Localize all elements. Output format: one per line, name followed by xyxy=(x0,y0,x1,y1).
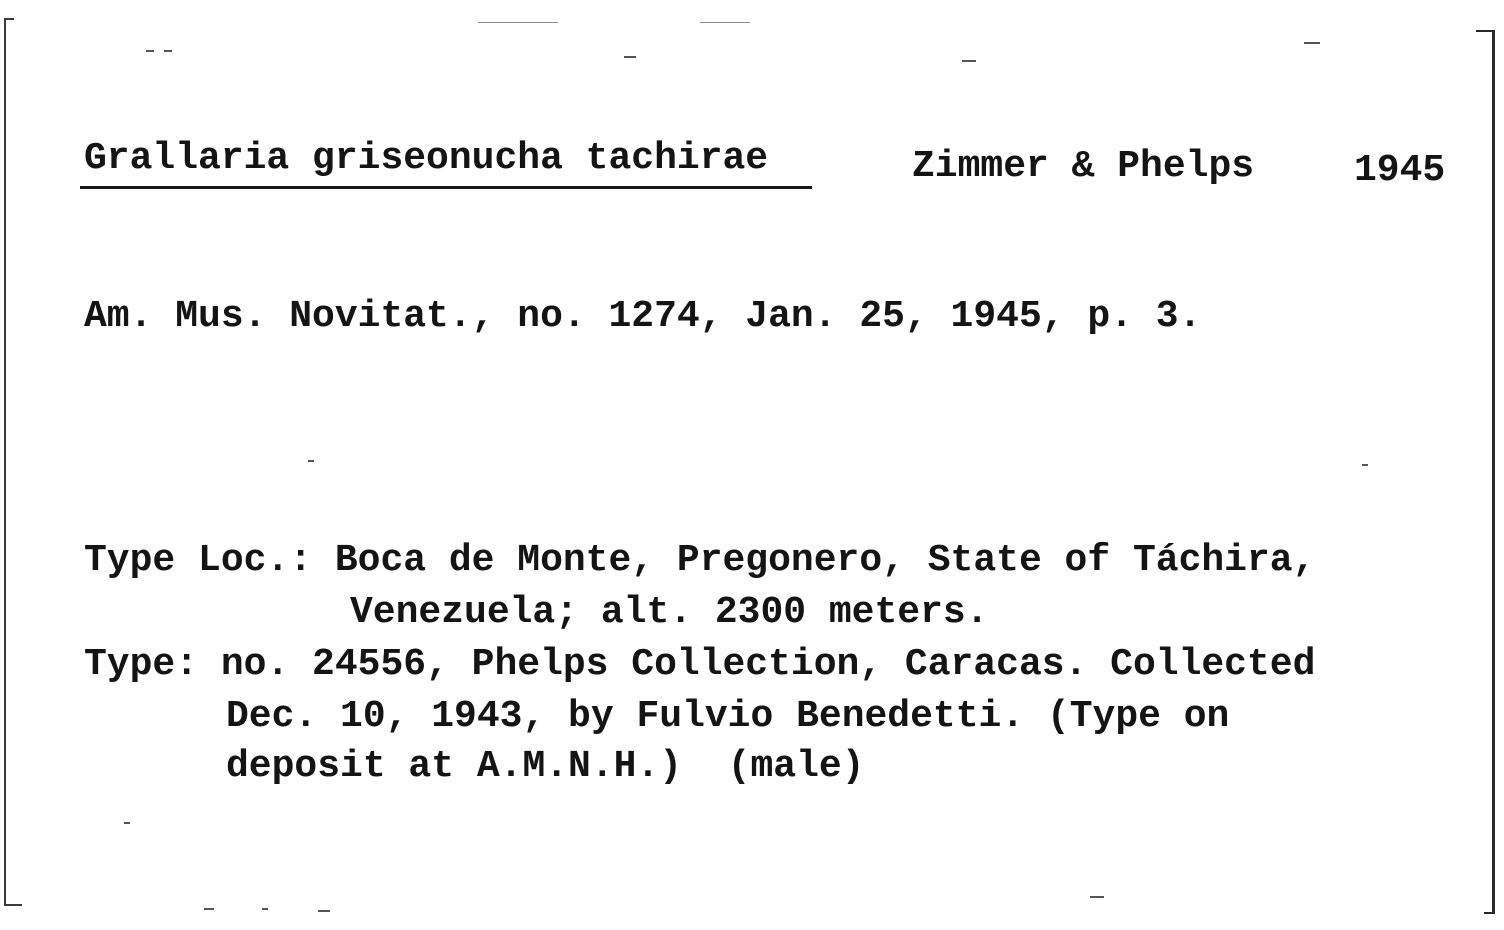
card-left-edge-bottom xyxy=(4,904,22,906)
scan-speck xyxy=(478,22,558,23)
scan-speck xyxy=(624,56,636,58)
card-right-edge-top xyxy=(1476,30,1494,32)
scan-speck xyxy=(1304,42,1320,44)
scan-speck xyxy=(318,910,330,912)
scan-speck xyxy=(1090,896,1104,898)
scan-speck xyxy=(204,908,214,910)
scan-speck xyxy=(1362,464,1368,466)
publication-citation: Am. Mus. Novitat., no. 1274, Jan. 25, 1945, p. 3. xyxy=(84,295,1202,338)
species-authors: Zimmer & Phelps xyxy=(912,145,1255,188)
card-right-edge-bottom xyxy=(1484,912,1494,914)
species-year: 1945 xyxy=(1354,149,1446,192)
scan-speck xyxy=(146,50,154,52)
type-locality-line-2: Venezuela; alt. 2300 meters. xyxy=(350,591,989,634)
scan-speck xyxy=(124,822,130,824)
card-left-edge xyxy=(4,18,6,906)
title-underline xyxy=(80,186,812,189)
scan-speck xyxy=(962,60,976,62)
scan-speck xyxy=(308,460,314,462)
card-right-edge xyxy=(1492,30,1495,914)
type-specimen-line-2: Dec. 10, 1943, by Fulvio Benedetti. (Type on xyxy=(226,695,1230,738)
type-locality-line-1: Type Loc.: Boca de Monte, Pregonero, State of Táchira, xyxy=(84,539,1316,582)
type-specimen-line-3: deposit at A.M.N.H.) (male) xyxy=(226,745,865,788)
type-specimen-line-1: Type: no. 24556, Phelps Collection, Caracas. Collected xyxy=(84,643,1316,686)
scan-speck xyxy=(164,50,172,52)
card-left-edge-top xyxy=(4,18,14,20)
scan-speck xyxy=(262,908,268,910)
scan-speck xyxy=(700,22,750,23)
species-title: Grallaria griseonucha tachirae xyxy=(84,137,769,180)
